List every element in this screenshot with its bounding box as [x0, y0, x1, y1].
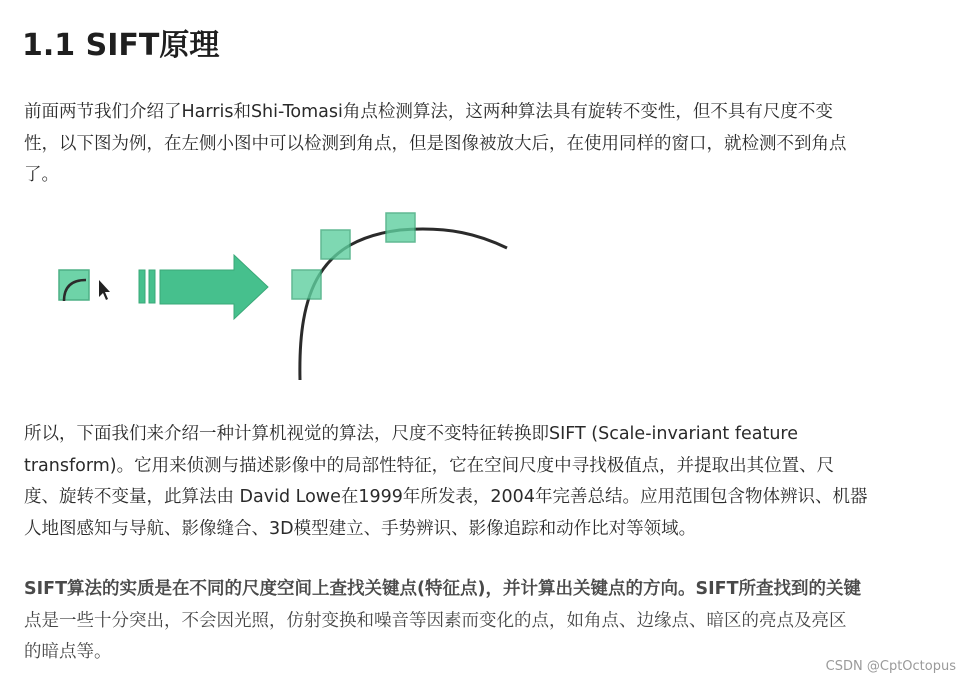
detection-window: [292, 270, 321, 299]
paragraph-sift-essence: [24, 574, 948, 669]
scale-invariance-figure: [0, 200, 600, 390]
paragraph-line: 前面两节我们介绍了Harris和Shi-Tomasi角点检测算法，这两种算法具有旋转不变性，但不具有尺度不变: [24, 102, 833, 122]
paragraph-line: transform)。它用来侦测与描述影像中的局部性特征，它在空间尺度中寻找极值点，并提取出其位置、尺: [24, 455, 835, 476]
small-detection-window: [59, 270, 89, 301]
paragraph-intro: [24, 97, 948, 192]
paragraph-line: 所以，下面我们来介绍一种计算机视觉的算法，尺度不变特征转换即SIFT (Scale-invariant feature: [24, 424, 799, 444]
paragraph-sift-intro: [24, 419, 948, 545]
section-title: 1.1 SIFT原理: [22, 28, 220, 63]
bold-text: 所查找到的关键: [738, 579, 862, 599]
paragraph-line: 性，以下图为例，在左侧小图中可以检测到角点，但是图像被放大后，在使用同样的窗口，就检测不到角点: [24, 133, 847, 154]
bold-text: SIFT算法的实质是在不同的尺度空间上查找关键点(特征点)，并计算出关键点的方向。: [24, 579, 696, 599]
mouse-cursor-icon: [99, 280, 110, 300]
paragraph-line: 人地图感知与导航、影像缝合、3D模型建立、手势辨识、影像追踪和动作比对等领域。: [24, 518, 697, 539]
paragraph-line: [24, 574, 948, 606]
paragraph-line: 的暗点等。: [24, 642, 112, 662]
csdn-watermark: CSDN @CptOctopus: [825, 659, 956, 674]
paragraph-line: 点是一些十分突出，不会因光照，仿射变换和噪音等因素而变化的点，如角点、边缘点、暗区的亮点及亮区: [24, 610, 847, 631]
enlarge-arrow: [139, 255, 268, 319]
detection-window: [321, 230, 350, 259]
paragraph-line: 了。: [24, 165, 59, 185]
paragraph-line: 度、旋转不变量，此算法由 David Lowe在1999年所发表，2004年完善总结。应用范围包含物体辨识、机器: [24, 487, 868, 507]
detection-window: [386, 213, 415, 242]
bold-text: SIFT: [695, 579, 739, 599]
